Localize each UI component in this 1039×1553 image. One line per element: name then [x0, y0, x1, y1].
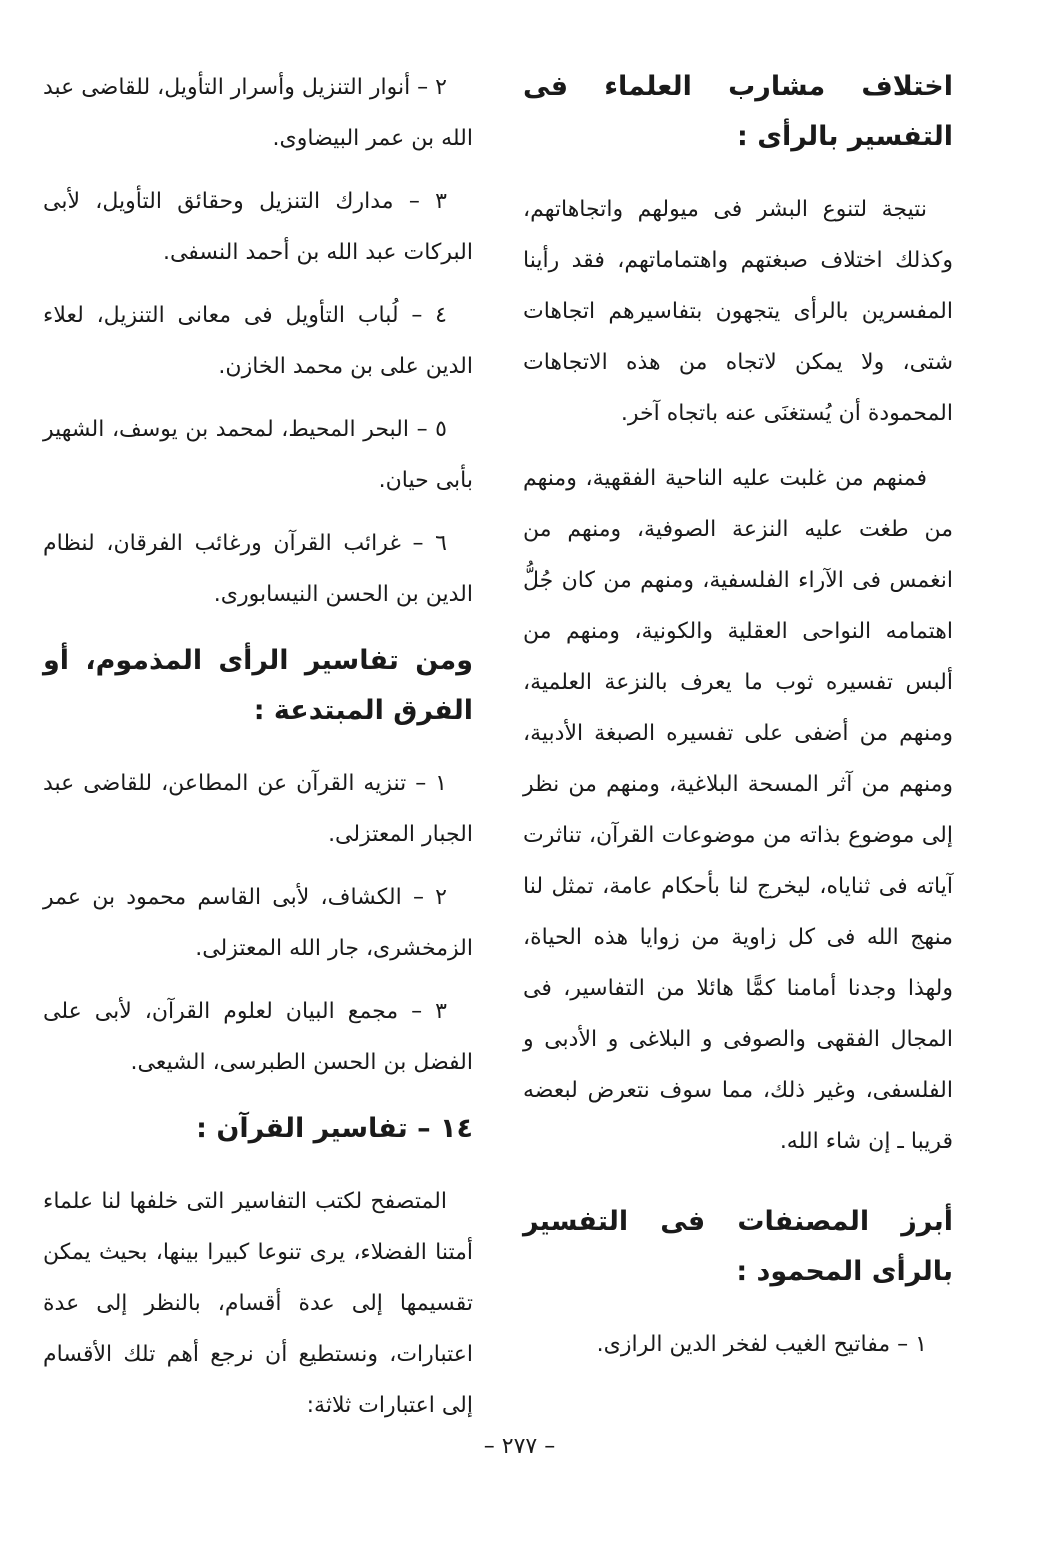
list-item-blamed-1: ١ – تنزيه القرآن عن المطاعن، للقاضى عبد الجبار المعتزلى. [43, 771, 473, 847]
section-heading-blamed-works: ومن تفاسير الرأى المذموم، أو الفرق المبتدعة : [43, 645, 473, 726]
right-column [523, 62, 953, 1382]
page-number: – ٢٧٧ – [483, 1434, 556, 1459]
list-item-blamed-2: ٢ – الكشاف، لأبى القاسم محمود بن عمر الزمخشرى، جار الله المعتزلى. [43, 885, 473, 961]
list-item-blamed-3: ٣ – مجمع البيان لعلوم القرآن، لأبى على الفضل بن الحسن الطبرسى، الشيعى. [43, 999, 473, 1075]
paragraph-tafsir-categories: المتصفح لكتب التفاسير التى خلفها لنا علماء أمتنا الفضلاء، يرى تنوعا كبيرا بينها، بحيث يمكن تقسيمها إلى عدة أقسام، بالنظر إلى عدة اعتبارات، ونستطيع أن نرجع أهم تلك الأقسام إلى اعتبارات ثلاثة: [43, 1189, 473, 1418]
list-item-praised-3: ٣ – مدارك التنزيل وحقائق التأويل، لأبى البركات عبد الله بن أحمد النسفى. [43, 189, 473, 265]
paragraph-human-diversity: نتيجة لتنوع البشر فى ميولهم واتجاهاتهم، وكذلك اختلاف صبغتهم واهتماماتهم، فقد رأينا المفسرين بالرأى يتجهون بتفاسيرهم اتجاهات شتى، ولا يمكن لاتجاه من هذه الاتجاهات المحمودة أن يُستغنَى عنه باتجاه آخر. [523, 197, 953, 426]
list-item-praised-5: ٥ – البحر المحيط، لمحمد بن يوسف، الشهير بأبى حيان. [43, 417, 473, 493]
section-heading-scholars-differences: اختلاف مشارب العلماء فى التفسير بالرأى : [523, 71, 953, 152]
list-item-praised-6: ٦ – غرائب القرآن ورغائب الفرقان، لنظام الدين بن الحسن النيسابورى. [43, 531, 473, 607]
paragraph-interpreters-approaches: فمنهم من غلبت عليه الناحية الفقهية، ومنهم من طغت عليه النزعة الصوفية، ومنهم من انغمس فى الآراء الفلسفية، ومنهم من كان جُلُّ اهتمامه النواحى العقلية والكونية، ومنهم من ألبس تفسيره ثوب ما يعرف بالنزعة العلمية، ومنهم من أضفى على تفسيره الصبغة الأدبية، ومنهم من آثر المسحة البلاغية، ومنهم من نظر إلى موضوع بذاته من موضوعات القرآن، تناثرت آياته فى ثناياه، ليخرج لنا بأحكام عامة، تمثل لنا منهج الله فى كل زاوية من زوايا هذه الحياة، ولهذا وجدنا أمامنا كمًّا هائلا من التفاسير، فى المجال الفقهى والصوفى و البلاغى و الأدبى و الفلسفى، وغير ذلك، مما سوف نتعرض لبعضه قريبا ـ إن شاء الله. [523, 466, 953, 1154]
left-column [43, 62, 473, 1445]
list-item-praised-4: ٤ – لُباب التأويل فى معانى التنزيل، لعلاء الدين على بن محمد الخازن. [43, 303, 473, 379]
list-item-praised-1: ١ – مفاتيح الغيب لفخر الدين الرازى. [596, 1332, 927, 1357]
section-heading-praised-works: أبرز المصنفات فى التفسير بالرأى المحمود : [523, 1206, 953, 1287]
section-heading-quran-tafsirs: ١٤ – تفاسير القرآن : [196, 1113, 473, 1144]
list-item-praised-2: ٢ – أنوار التنزيل وأسرار التأويل، للقاضى عبد الله بن عمر البيضاوى. [43, 75, 473, 151]
